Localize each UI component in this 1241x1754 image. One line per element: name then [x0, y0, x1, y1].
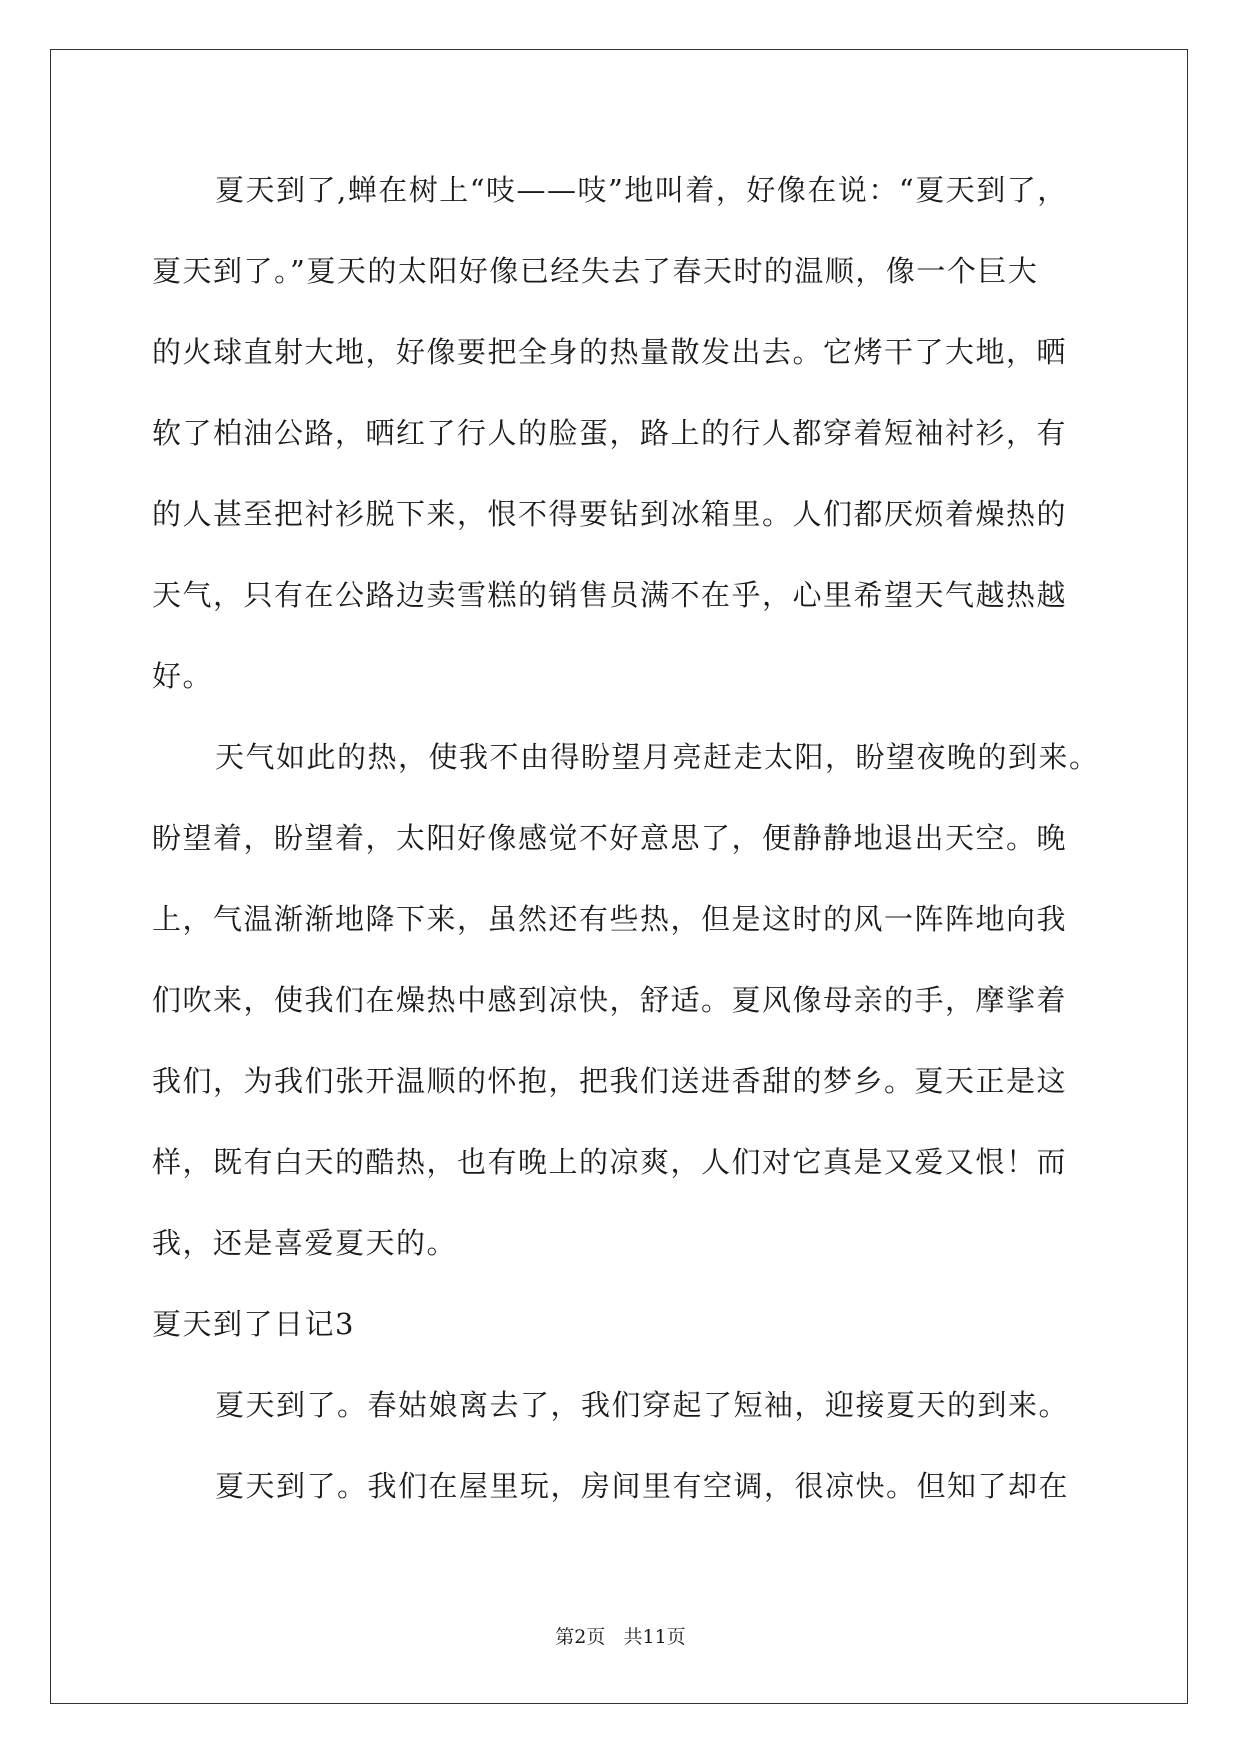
paragraph-1-line-5: 的人甚至把衬衫脱下来，恨不得要钻到冰箱里。人们都厌烦着燥热的 — [152, 497, 1068, 531]
paragraph-4-line-1: 夏天到了。我们在屋里玩，房间里有空调，很凉快。但知了却在 — [215, 1469, 1070, 1503]
paragraph-1-line-7: 好。 — [152, 659, 214, 693]
paragraph-1-line-3: 的火球直射大地，好像要把全身的热量散发出去。它烤干了大地，晒 — [152, 335, 1068, 369]
paragraph-2-line-4: 们吹来，使我们在燥热中感到凉快，舒适。夏风像母亲的手，摩挲着 — [152, 983, 1068, 1017]
paragraph-2-line-5: 我们，为我们张开温顺的怀抱，把我们送进香甜的梦乡。夏天正是这 — [152, 1064, 1068, 1098]
paragraph-2-line-6: 样，既有白天的酷热，也有晚上的凉爽，人们对它真是又爱又恨！而 — [152, 1145, 1068, 1179]
paragraph-2-line-1: 天气如此的热，使我不由得盼望月亮赶走太阳，盼望夜晚的到来。 — [215, 740, 1100, 774]
page-border — [50, 49, 1188, 1704]
page-number-footer: 第2页 共11页 — [555, 1626, 686, 1648]
paragraph-3-line-1: 夏天到了。春姑娘离去了，我们穿起了短袖，迎接夏天的到来。 — [215, 1388, 1070, 1422]
paragraph-1-line-4: 软了柏油公路，晒红了行人的脸蛋，路上的行人都穿着短袖衬衫，有 — [152, 416, 1068, 450]
paragraph-1-line-1: 夏天到了,蝉在树上“吱——吱”地叫着，好像在说：“夏天到了， — [215, 173, 1068, 207]
paragraph-1-line-6: 天气，只有在公路边卖雪糕的销售员满不在乎，心里希望天气越热越 — [152, 578, 1068, 612]
paragraph-2-line-2: 盼望着，盼望着，太阳好像感觉不好意思了，便静静地退出天空。晚 — [152, 821, 1068, 855]
section-heading: 夏天到了日记3 — [152, 1307, 355, 1341]
paragraph-2-line-3: 上，气温渐渐地降下来，虽然还有些热，但是这时的风一阵阵地向我 — [152, 902, 1068, 936]
paragraph-2-line-7: 我，还是喜爱夏天的。 — [152, 1226, 458, 1260]
paragraph-1-line-2: 夏天到了。”夏天的太阳好像已经失去了春天时的温顺，像一个巨大 — [152, 254, 1039, 288]
